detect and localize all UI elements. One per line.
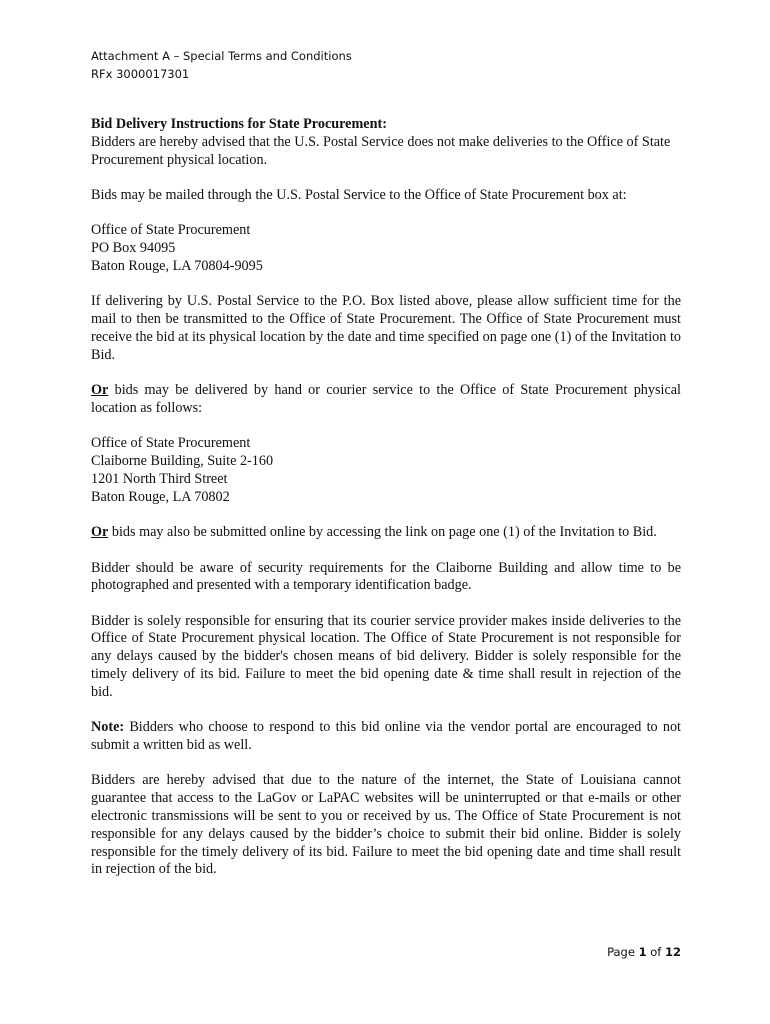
page-word: Page <box>607 945 639 959</box>
physical-address-line: Office of State Procurement <box>91 435 251 452</box>
mailing-address-line: PO Box 94095 <box>91 240 176 257</box>
of-word: of <box>646 945 665 959</box>
current-page: 1 <box>638 945 647 959</box>
paragraph-security-requirements: Bidder should be aware of security requirements for the Claiborne Building and allow time to be photographed and presented with a temporary identification badge. <box>91 559 681 594</box>
header-attachment-title: Attachment A – Special Terms and Conditions <box>91 49 352 63</box>
paragraph-courier-responsibility: Bidder is solely responsible for ensuring that its courier service provider makes inside deliveries to the Office of State Procurement physical location. The Office of State Procurement is not responsible for any delays caused by the bidder's chosen means of bid delivery. Bidder is solely responsible for the timely delivery of its bid. Failure to meet the bid opening date & time shall result in rejection of the bid. <box>91 612 681 700</box>
document-body <box>91 116 681 897</box>
header-rfx-number: RFx 3000017301 <box>91 67 190 81</box>
paragraph-text: Bidders who choose to respond to this bid online via the vendor portal are encouraged to not submit a written bid as well. <box>91 719 681 754</box>
physical-address <box>91 435 681 506</box>
or-emphasis: Or <box>91 524 109 541</box>
page-header <box>91 47 352 83</box>
paragraph-text: bids may be delivered by hand or courier service to the Office of State Procurement physical location as follows: <box>91 382 681 416</box>
mailing-address-line: Baton Rouge, LA 70804-9095 <box>91 257 263 274</box>
physical-address-line: Baton Rouge, LA 70802 <box>91 488 230 505</box>
paragraph-postal-advisory: Bidders are hereby advised that the U.S. Postal Service does not make deliveries to the Office of State Procurement physical location. <box>91 133 671 168</box>
section-heading: Bid Delivery Instructions for State Procurement: <box>91 116 387 132</box>
physical-address-line: 1201 North Third Street <box>91 470 228 487</box>
paragraph-mail-instructions: Bids may be mailed through the U.S. Postal Service to the Office of State Procurement box at: <box>91 186 627 203</box>
note-label: Note: <box>91 719 125 736</box>
mailing-address <box>91 222 681 275</box>
mailing-address-line: Office of State Procurement <box>91 222 251 239</box>
or-emphasis: Or <box>91 382 109 399</box>
page-number <box>607 943 681 961</box>
paragraph-note <box>91 719 681 755</box>
physical-address-line: Claiborne Building, Suite 2-160 <box>91 453 274 470</box>
paragraph-po-box-timing: If delivering by U.S. Postal Service to the P.O. Box listed above, please allow sufficient time for the mail to then be transmitted to the Office of State Procurement. The Office of State Procurement must receive the bid at its physical location by the date and time specified on page one (1) of the Invitation to Bid. <box>91 293 681 363</box>
paragraph-text: bids may also be submitted online by accessing the link on page one (1) of the Invitation to Bid. <box>108 524 657 541</box>
paragraph-hand-delivery <box>91 382 681 418</box>
total-pages: 12 <box>664 945 681 959</box>
paragraph-internet-disclaimer: Bidders are hereby advised that due to the nature of the internet, the State of Louisiana cannot guarantee that access to the LaGov or LaPAC websites will be uninterrupted or that e-mails or other electronic transmissions will be sent to you or received by us. The Office of State Procurement is not responsible for any delays caused by the bidder’s choice to submit their bid online. Bidder is solely responsible for the timely delivery of its bid. Failure to meet the bid opening date and time shall result in rejection of the bid. <box>91 772 681 878</box>
paragraph-online-submission <box>91 524 681 542</box>
